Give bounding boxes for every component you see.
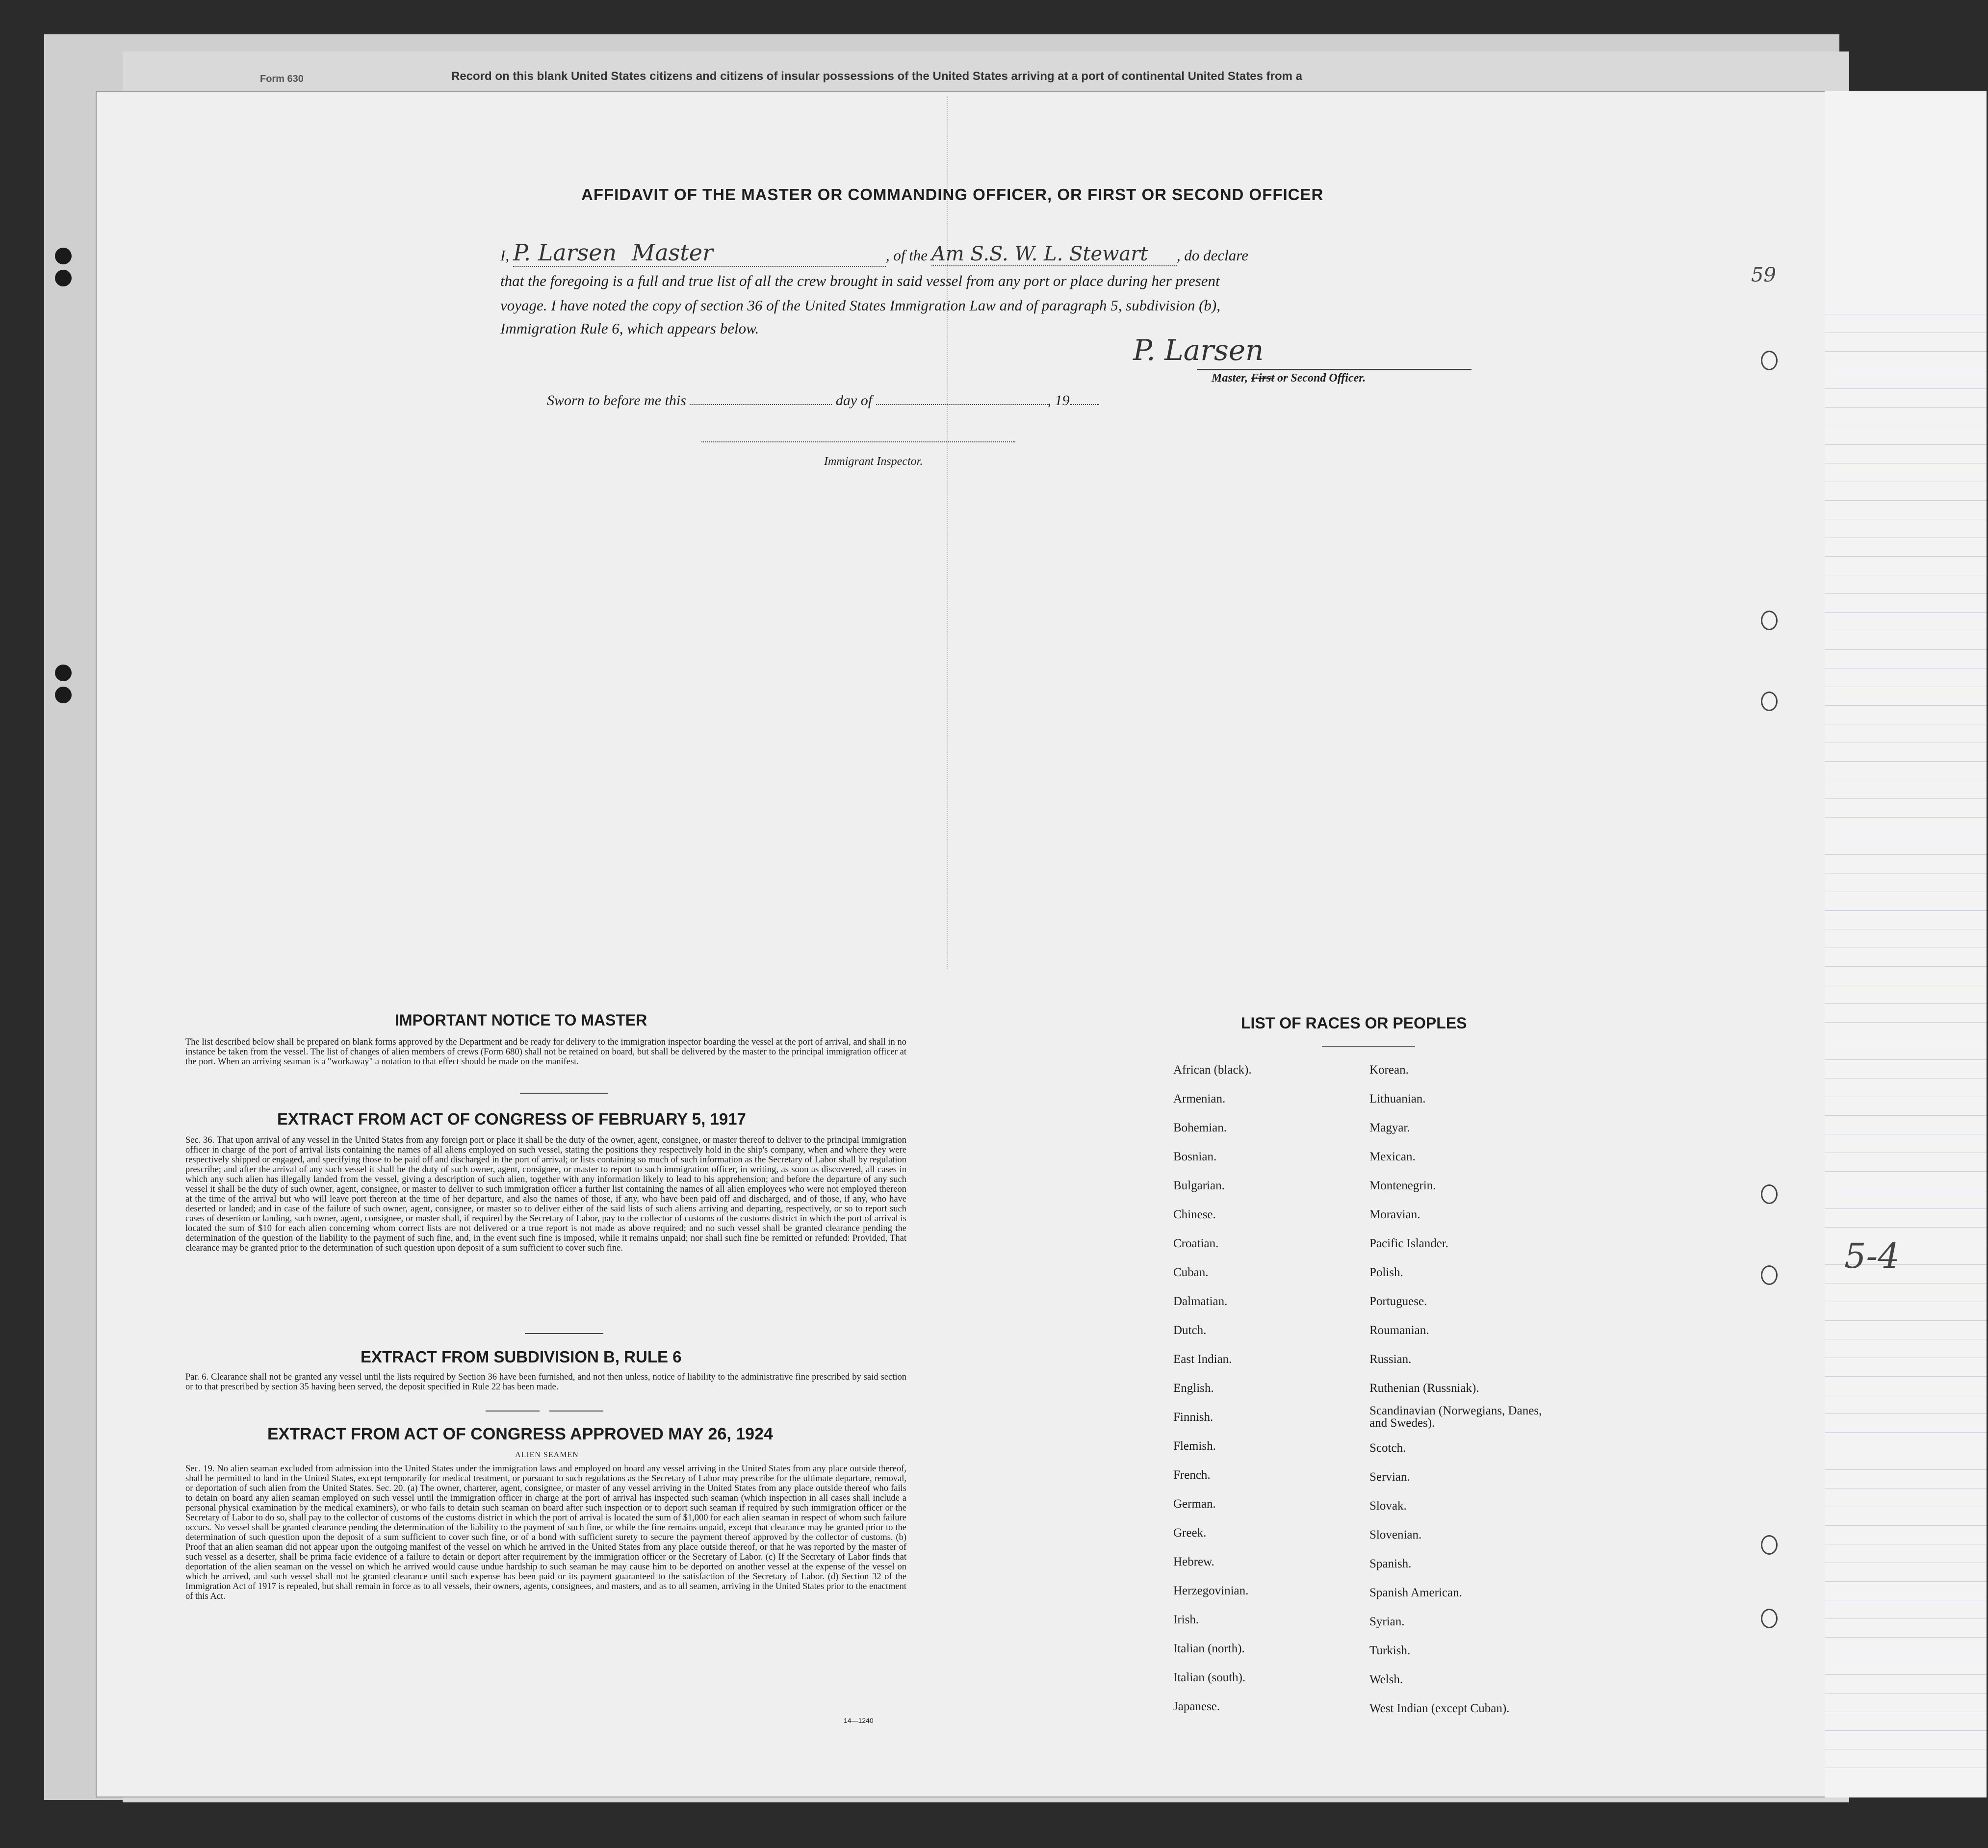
punch-hole xyxy=(1761,351,1778,370)
sworn-day-field xyxy=(690,404,832,405)
ruled-line xyxy=(1825,1115,1987,1116)
ruled-line xyxy=(1825,1488,1987,1489)
ruled-line xyxy=(1825,612,1987,613)
inspector-caption: Immigrant Inspector. xyxy=(824,455,923,468)
top-sheet-caption: Record on this blank United States citizens and citizens of insular possessions of the United States arriving at a port of continental United States from a xyxy=(451,70,1302,83)
race-item: Scandinavian (Norwegians, Danes, and Swedes). xyxy=(1369,1404,1542,1430)
race-item: Flemish. xyxy=(1173,1439,1216,1453)
ruled-line xyxy=(1825,1022,1987,1023)
ruled-line xyxy=(1825,1003,1987,1004)
race-item: Syrian. xyxy=(1369,1615,1405,1628)
race-item: Polish. xyxy=(1369,1266,1403,1279)
handwritten-name: P. Larsen xyxy=(513,239,617,266)
affidavit-line-3: voyage. I have noted the copy of section 36 of the United States Immigration Law and of paragraph 5, subdivision (b), xyxy=(500,297,1220,314)
race-item: Ruthenian (Russniak). xyxy=(1369,1382,1479,1395)
affidavit-line-4: Immigration Rule 6, which appears below. xyxy=(500,320,759,337)
ruled-line xyxy=(1825,761,1987,762)
race-item: Hebrew. xyxy=(1173,1555,1214,1568)
race-item: Magyar. xyxy=(1369,1121,1410,1134)
punch-hole xyxy=(55,270,72,286)
sig-caption-second: or Second Officer. xyxy=(1277,372,1366,385)
ruled-line xyxy=(1825,1208,1987,1209)
handwritten-vessel: Am S.S. W. L. Stewart xyxy=(931,243,1148,265)
punch-hole xyxy=(1761,692,1778,711)
ruled-line xyxy=(1825,1730,1987,1731)
master-name-field xyxy=(513,239,886,267)
ruled-line xyxy=(1825,444,1987,445)
race-item: French. xyxy=(1173,1468,1211,1482)
races-title: LIST OF RACES OR PEOPLES xyxy=(1241,1014,1467,1032)
ruled-line xyxy=(1825,556,1987,557)
race-item: Herzegovinian. xyxy=(1173,1584,1249,1597)
side-mark: 5-4 xyxy=(1844,1236,1900,1276)
race-item: Japanese. xyxy=(1173,1700,1220,1713)
extract-1917-text: Sec. 36. That upon arrival of any vessel in the United States from any foreign port or place it shall be the duty of the owner, agent, consignee, or master thereof to deliver to the principal immigration officer in charge of the port of arrival lists containing the names of all aliens employed on such vessel, stating the positions they respectively hold in the ship's company, when and where they were respectively shipped or engaged, and specifying those to be paid off and discharged in the port of arrival; or lists containing so much of such information as the Secretary of Labor shall by regulation prescribe; and after the arrival of any such vessel it shall be the duty of such owner, agent, consignee, or master to report to such immigration officer, in writing, as soon as discovered, all cases in which any such alien has illegally landed from the vessel, giving a description of such alien, together with any information likely to lead to his apprehension; and before the departure of any such vessel it shall be the duty of such owner, agent, consignee, or master to deliver to such immigration officer a further list containing the names of all alien employees who were not employed thereon at the time of the arrival but who will leave port thereon at the time of her departure, and also the names of those, if any, who have been paid off and discharged, and of those, if any, who have deserted or landed; and in case of the failure of such owner, agent, consignee, or master so to deliver either of the said lists of such aliens arriving and departing, respectively, or so to report such cases of desertion or landing, such owner, agent, consignee, or master shall, if required by the Secretary of Labor, pay to the collector of customs of the customs district in which the port of arrival is located the sum of $10 for each alien concerning whom correct lists are not delivered or a true report is not made as above required; and no such vessel shall be granted clearance pending the determination of the question of the liability to the payment of such fine, and, in the event such fine is imposed, while it remains unpaid; nor shall such fine be remitted or refunded: Provided, That clearance may be granted prior to the determination of such question upon deposit of a sum sufficient to cover such fine. xyxy=(185,1135,906,1253)
race-item: Dalmatian. xyxy=(1173,1295,1228,1308)
ruled-line xyxy=(1825,593,1987,594)
race-item: Spanish. xyxy=(1369,1557,1412,1570)
ruled-line xyxy=(1825,705,1987,706)
sworn-month-field xyxy=(876,404,1048,405)
race-item: Welsh. xyxy=(1369,1673,1403,1686)
race-item: Slovenian. xyxy=(1369,1528,1422,1541)
race-item: Spanish American. xyxy=(1369,1586,1462,1599)
punch-hole xyxy=(1761,1535,1778,1555)
race-item: Croatian. xyxy=(1173,1237,1219,1250)
race-item: Bulgarian. xyxy=(1173,1179,1225,1192)
affidavit-line-2: that the foregoing is a full and true list of all the crew brought in said vessel from any port or place during her present xyxy=(500,272,1220,289)
ruled-line xyxy=(1825,1637,1987,1638)
extract-rule6-text: Par. 6. Clearance shall not be granted any vessel until the lists required by Section 36 have been furnished, and not then unless, notice of liability to the administrative fine prescribed by said section or to that prescribed by section 35 having been served, the deposit specified in Rule 22 has been made. xyxy=(185,1372,906,1392)
extract-1924-title: EXTRACT FROM ACT OF CONGRESS APPROVED MAY 26, 1924 xyxy=(267,1425,773,1443)
sworn-line xyxy=(547,392,1099,409)
signature-rule xyxy=(1197,369,1472,370)
affidavit-of-the: , of the xyxy=(885,247,928,264)
ruled-line xyxy=(1825,388,1987,389)
handwritten-rank: Master xyxy=(632,239,713,266)
ruled-line xyxy=(1825,1171,1987,1172)
race-item: Roumanian. xyxy=(1369,1324,1429,1337)
divider xyxy=(525,1333,603,1334)
divider xyxy=(1322,1046,1415,1047)
divider xyxy=(520,1093,608,1094)
ruled-line xyxy=(1825,798,1987,799)
extract-1924-subtitle: ALIEN SEAMEN xyxy=(515,1451,579,1459)
affidavit-declare: , do declare xyxy=(1176,247,1248,264)
race-item: Servian. xyxy=(1369,1470,1410,1484)
race-item: Mexican. xyxy=(1369,1150,1416,1163)
ruled-line xyxy=(1825,351,1987,352)
divider xyxy=(549,1411,603,1412)
sig-caption-struck: First xyxy=(1251,372,1275,385)
ruled-line xyxy=(1825,1320,1987,1321)
race-item: Armenian. xyxy=(1173,1092,1226,1105)
race-item: Bosnian. xyxy=(1173,1150,1217,1163)
race-item: Greek. xyxy=(1173,1526,1207,1540)
race-item: English. xyxy=(1173,1382,1214,1395)
ruled-line xyxy=(1825,817,1987,818)
form-number: Form 630 xyxy=(260,74,304,84)
notice-title: IMPORTANT NOTICE TO MASTER xyxy=(395,1011,647,1029)
sworn-year-field xyxy=(1070,404,1099,405)
ruled-line xyxy=(1825,649,1987,650)
race-item: Chinese. xyxy=(1173,1208,1216,1221)
sworn-year-prefix: , 19 xyxy=(1047,392,1070,409)
inspector-signature-line xyxy=(701,441,1015,442)
ruled-line xyxy=(1825,1693,1987,1694)
punch-hole xyxy=(1761,1609,1778,1628)
ruled-line xyxy=(1825,1432,1987,1433)
race-item: Scotch. xyxy=(1369,1441,1406,1455)
ruled-line xyxy=(1825,1581,1987,1582)
punch-hole xyxy=(1761,1265,1778,1285)
race-item: Montenegrin. xyxy=(1369,1179,1436,1192)
race-item: Irish. xyxy=(1173,1613,1199,1626)
affidavit-line-1 xyxy=(500,239,1248,267)
punch-hole xyxy=(1761,1184,1778,1204)
ruled-line xyxy=(1825,854,1987,855)
race-item: West Indian (except Cuban). xyxy=(1369,1702,1510,1715)
race-item: Portuguese. xyxy=(1369,1295,1427,1308)
race-item: Cuban. xyxy=(1173,1266,1209,1279)
race-item: German. xyxy=(1173,1497,1216,1511)
race-item: Lithuanian. xyxy=(1369,1092,1426,1105)
race-item: African (black). xyxy=(1173,1063,1252,1077)
ruled-line xyxy=(1825,500,1987,501)
race-item: Slovak. xyxy=(1369,1499,1407,1513)
right-ruled-page xyxy=(1825,91,1987,1797)
race-item: Finnish. xyxy=(1173,1411,1213,1424)
race-item: Pacific Islander. xyxy=(1369,1237,1449,1250)
sworn-label: Sworn to before me this xyxy=(547,392,686,409)
ruled-line xyxy=(1825,1525,1987,1526)
affidavit-title: AFFIDAVIT OF THE MASTER OR COMMANDING OFFICER, OR FIRST OR SECOND OFFICER xyxy=(581,185,1324,204)
vessel-name-field xyxy=(931,243,1177,266)
races-right-column xyxy=(1369,1055,1546,1723)
affidavit-i: I, xyxy=(500,247,510,264)
ruled-line xyxy=(1825,966,1987,967)
ruled-line xyxy=(1825,1059,1987,1060)
race-item: Italian (north). xyxy=(1173,1642,1245,1655)
ruled-line xyxy=(1825,1227,1987,1228)
ruled-line xyxy=(1825,1618,1987,1619)
race-item: Korean. xyxy=(1369,1063,1409,1077)
punch-hole xyxy=(55,665,72,681)
ruled-line xyxy=(1825,910,1987,911)
extract-1917-title: EXTRACT FROM ACT OF CONGRESS OF FEBRUARY 5, 1917 xyxy=(277,1110,746,1128)
punch-hole xyxy=(55,687,72,703)
punch-hole xyxy=(1761,611,1778,630)
ruled-line xyxy=(1825,1469,1987,1470)
center-fold xyxy=(947,96,948,969)
master-signature: P. Larsen xyxy=(1133,334,1264,367)
race-item: East Indian. xyxy=(1173,1353,1232,1366)
notice-text: The list described below shall be prepared on blank forms approved by the Department and be ready for delivery to the immigration inspector boarding the vessel at the port of arrival, and shall in no instance be taken from the vessel. The list of changes of alien members of crews (Form 680) shall not be retained on board, but shall be delivered by the master to the principal immigration officer at the port. When an arriving seaman is a "workaway" a notation to that effect should be made on the manifest. xyxy=(185,1037,906,1067)
divider xyxy=(486,1411,540,1412)
race-item: Bohemian. xyxy=(1173,1121,1227,1134)
signature-caption xyxy=(1212,372,1366,385)
sworn-day-of: day of xyxy=(835,392,873,409)
ruled-line xyxy=(1825,407,1987,408)
sig-caption-master: Master, xyxy=(1212,372,1248,385)
ruled-line xyxy=(1825,1674,1987,1675)
punch-hole xyxy=(55,248,72,264)
page-mark: 59 xyxy=(1751,264,1776,286)
race-item: Turkish. xyxy=(1369,1644,1411,1657)
race-item: Dutch. xyxy=(1173,1324,1207,1337)
extract-1924-text: Sec. 19. No alien seaman excluded from admission into the United States under the immigration laws and employed on board any vessel arriving in the United States from any place outside thereof, shall be permitted to land in the United States, except temporarily for medical treatment, or pursuant to such regulations as the Secretary of Labor may prescribe for the ultimate departure, removal, or deportation of such alien from the United States. Sec. 20. (a) The owner, charterer, agent, consignee, or master of any vessel arriving in the United States from any place outside thereof who fails to detain on board any alien seaman employed on such vessel until the immigration officer in charge at the port of arrival has inspected such seaman (which inspection in all cases shall include a personal physical examination by the medical examiners), or who fails to detain such seaman on board after such inspection or to deport such seaman if required by such immigration officer or the Secretary of Labor to do so, shall pay to the collector of customs of the customs district in which the port of arrival is located the sum of $1,000 for each alien seaman in respect of whom such failure occurs. No vessel shall be granted clearance pending the determination of the liability to the payment of such fine, or while the fine remains unpaid, except that clearance may be granted prior to the determination of such question upon the deposit of a sum sufficient to cover such fine, or of a bond with sufficient surety to secure the payment thereof approved by the collector of customs. (b) Proof that an alien seaman did not appear upon the outgoing manifest of the vessel on which he arrived in the United States from any place outside thereof, or that he was reported by the master of such vessel as a deserter, shall be prima facie evidence of a failure to detain or deport after requirement by the immigration officer or the Secretary of Labor. (c) If the Secretary of Labor finds that deportation of the alien seaman on the vessel on which he arrived would cause undue hardship to such seaman he may cause him to be deported on another vessel at the expense of the vessel on which he arrived, and such vessel shall not be granted clearance until such expense has been paid or its payment guaranteed to the satisfaction of the Secretary of Labor. (d) Section 32 of the Immigration Act of 1917 is repealed, but shall remain in force as to all vessels, their owners, agents, consignees, and masters, and as to all seamen, arriving in the United States prior to the enactment of this Act. xyxy=(185,1464,906,1601)
extract-rule6-title: EXTRACT FROM SUBDIVISION B, RULE 6 xyxy=(361,1348,682,1366)
ruled-line xyxy=(1825,1376,1987,1377)
race-item: Italian (south). xyxy=(1173,1671,1246,1684)
ruled-line xyxy=(1825,1413,1987,1414)
race-item: Russian. xyxy=(1369,1353,1412,1366)
race-item: Moravian. xyxy=(1369,1208,1420,1221)
races-left-column xyxy=(1173,1055,1252,1721)
form-code: 14—1240 xyxy=(844,1717,874,1724)
